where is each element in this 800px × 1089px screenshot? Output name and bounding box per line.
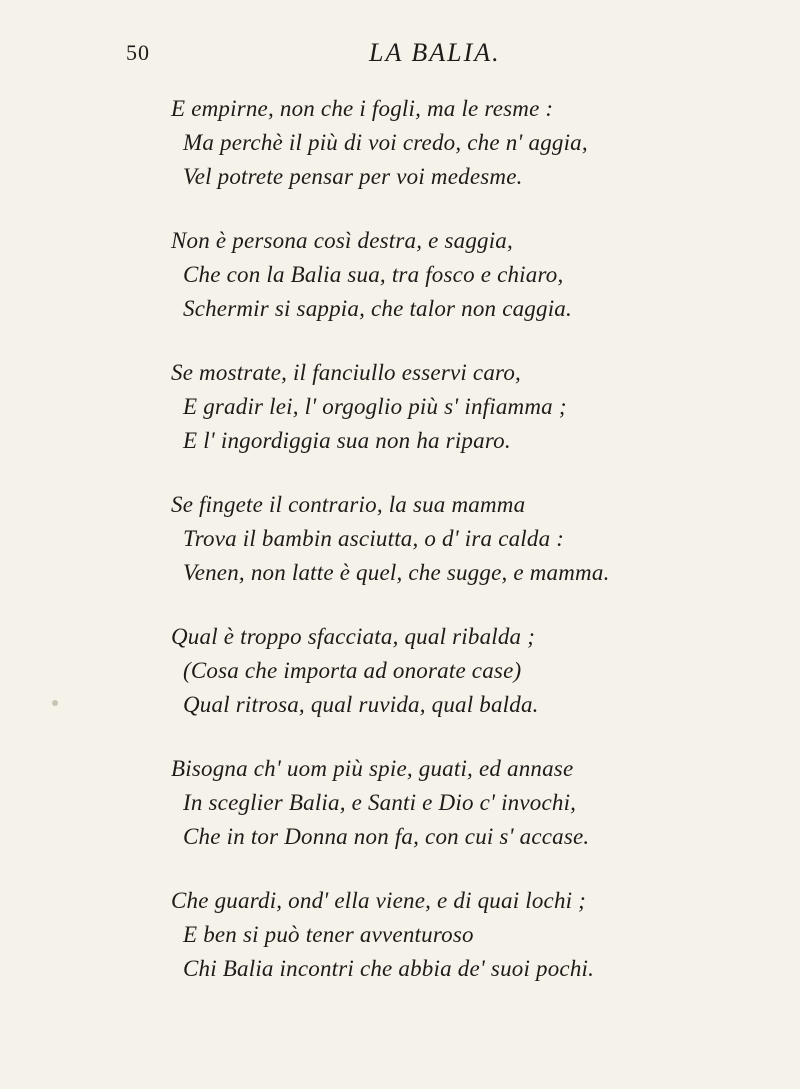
verse-line: Qual ritrosa, qual ruvida, qual balda. — [183, 692, 539, 717]
verse-line: Schermir si sappia, che talor non caggia. — [183, 296, 572, 321]
verse-line: Ma perchè il più di voi credo, che n' aggia, — [183, 130, 588, 155]
stanza-3 — [0, 356, 800, 458]
stanza-7 — [0, 884, 800, 986]
verse-line: E gradir lei, l' orgoglio più s' infiamma ; — [183, 394, 567, 419]
verse-line: Che in tor Donna non fa, con cui s' accase. — [183, 824, 590, 849]
verse-line: Che guardi, ond' ella viene, e di quai lochi ; — [171, 888, 587, 913]
verse-line: Qual è troppo sfacciata, qual ribalda ; — [171, 624, 536, 649]
stanza-2 — [0, 224, 800, 326]
verse-line: Non è persona così destra, e saggia, — [171, 228, 513, 253]
running-title: LA BALIA. — [369, 38, 501, 67]
stanza-6 — [0, 752, 800, 854]
verse-line: Bisogna ch' uom più spie, guati, ed annase — [171, 756, 574, 781]
page-header — [0, 40, 800, 80]
paper-speck — [52, 700, 58, 706]
verse-line: Che con la Balia sua, tra fosco e chiaro, — [183, 262, 564, 287]
verse-line: (Cosa che importa ad onorate case) — [183, 658, 522, 683]
stanza-1 — [0, 92, 800, 194]
verse-line: E empirne, non che i fogli, ma le resme : — [171, 96, 554, 121]
stanza-5 — [0, 620, 800, 722]
verse-line: Se mostrate, il fanciullo esservi caro, — [171, 360, 521, 385]
verse-line: E l' ingordiggia sua non ha riparo. — [183, 428, 511, 453]
poem — [0, 92, 800, 1016]
page-number: 50 — [126, 40, 150, 65]
verse-line: Se fingete il contrario, la sua mamma — [171, 492, 526, 517]
verse-line: Trova il bambin asciutta, o d' ira calda : — [183, 526, 565, 551]
verse-line: Vel potrete pensar per voi medesme. — [183, 164, 523, 189]
stanza-4 — [0, 488, 800, 590]
verse-line: E ben si può tener avventuroso — [183, 922, 474, 947]
verse-line: In sceglier Balia, e Santi e Dio c' invochi, — [183, 790, 577, 815]
verse-line: Venen, non latte è quel, che sugge, e mamma. — [183, 560, 610, 585]
verse-line: Chi Balia incontri che abbia de' suoi pochi. — [183, 956, 595, 981]
